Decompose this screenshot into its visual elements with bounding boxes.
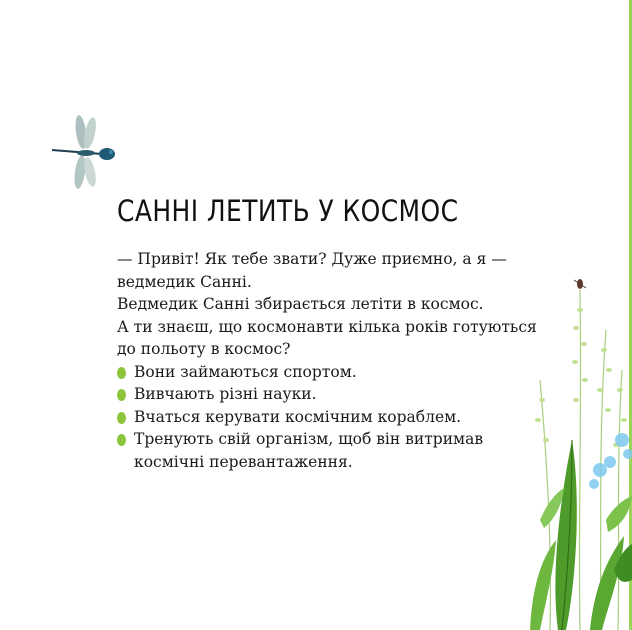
list-item bbox=[117, 383, 537, 406]
bullet-list bbox=[117, 361, 537, 474]
dragonfly-icon bbox=[50, 112, 122, 194]
paragraph-greeting: — Привіт! Як тебе звати? Дуже приємно, а я — ведмедик Санні. bbox=[117, 250, 507, 291]
list-item-text: Вони займаються спортом. bbox=[134, 362, 357, 381]
bullet-icon bbox=[117, 434, 126, 446]
body-text bbox=[117, 248, 537, 473]
paragraph-question: А ти знаєш, що космонавти кілька років готуються до польоту в космос? bbox=[117, 317, 537, 358]
list-item-text: Вивчають різні науки. bbox=[134, 385, 317, 403]
list-item-text: Вчаться керувати космічним кораблем. bbox=[134, 407, 462, 426]
bullet-icon bbox=[117, 412, 126, 424]
bullet-icon bbox=[117, 389, 126, 401]
paragraph-intro: Ведмедик Санні збирається летіти в космос. bbox=[117, 295, 484, 313]
page-title: САННІ ЛЕТИТЬ У КОСМОС bbox=[117, 194, 459, 228]
list-item bbox=[117, 406, 537, 429]
plant-stems-illustration bbox=[510, 270, 632, 630]
list-item bbox=[117, 428, 537, 473]
list-item bbox=[117, 361, 537, 384]
bullet-icon bbox=[117, 367, 126, 379]
list-item-text: Тренують свій організм, щоб він витримав космічні перевантаження. bbox=[134, 430, 484, 471]
